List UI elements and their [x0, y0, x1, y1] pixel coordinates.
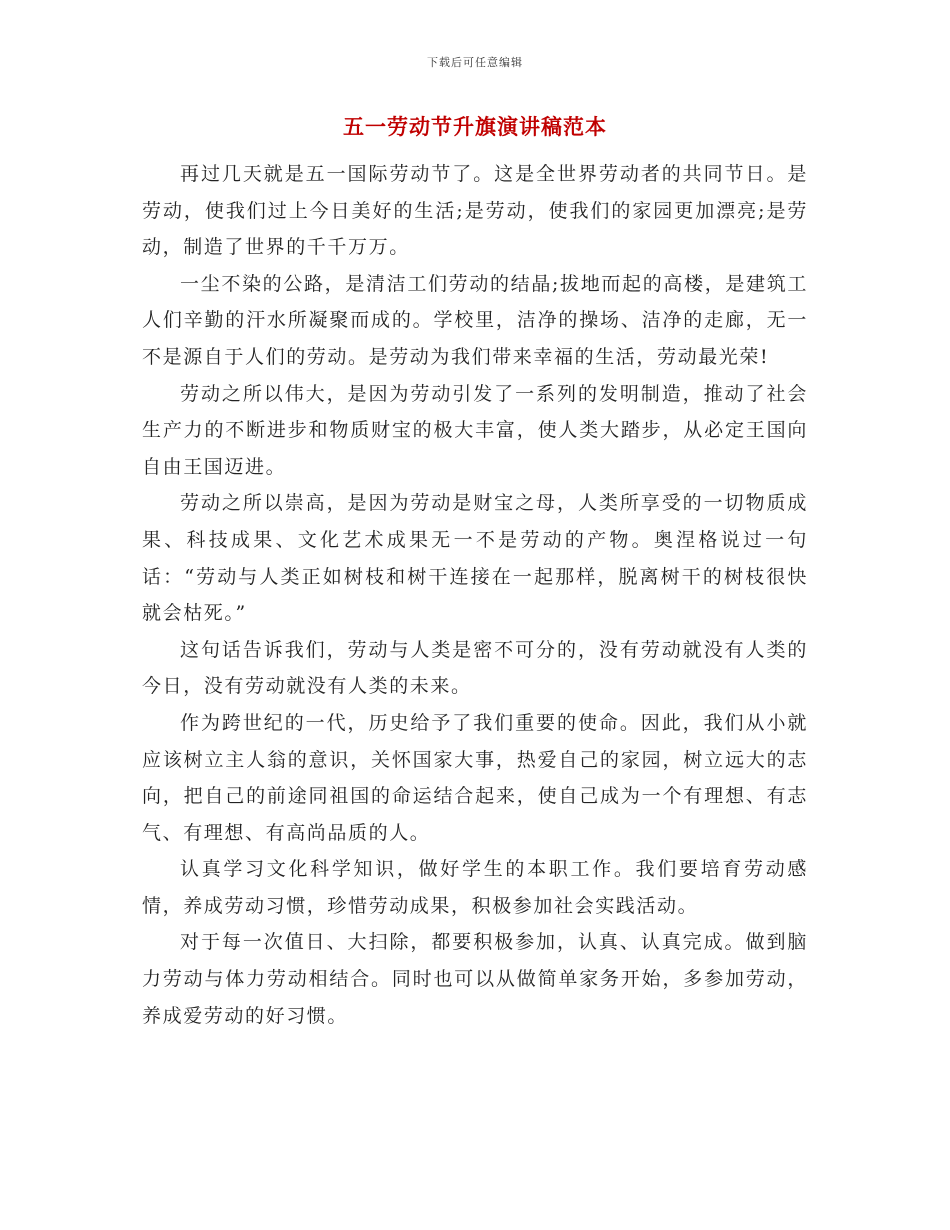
paragraph: 对于每一次值日、大扫除，都要积极参加，认真、认真完成。做到脑力劳动与体力劳动相结合。同时也可以从做简单家务开始，多参加劳动，养成爱劳动的好习惯。 — [142, 931, 808, 1027]
paragraph: 这句话告诉我们，劳动与人类是密不可分的，没有劳动就没有人类的今日，没有劳动就没有人类的未来。 — [142, 638, 808, 698]
paragraph: 认真学习文化科学知识，做好学生的本职工作。我们要培育劳动感情，养成劳动习惯，珍惜劳动成果，积极参加社会实践活动。 — [142, 858, 808, 917]
header-note: 下载后可任意编辑 — [427, 56, 523, 69]
paragraph: 再过几天就是五一国际劳动节了。这是全世界劳动者的共同节日。是劳动，使我们过上今日美好的生活;是劳动，使我们的家园更加漂亮;是劳动，制造了世界的千千万万。 — [142, 163, 808, 259]
paragraph: 劳动之所以伟大，是因为劳动引发了一系列的发明制造，推动了社会生产力的不断进步和物质财宝的极大丰富，使人类大踏步，从必定王国向自由王国迈进。 — [142, 382, 808, 478]
document-body — [142, 156, 808, 1034]
paragraph: 劳动之所以崇高，是因为劳动是财宝之母，人类所享受的一切物质成果、科技成果、文化艺术成果无一不是劳动的产物。奥涅格说过一句话：“劳动与人类正如树枝和树干连接在一起那样，脱离树干的树枝很快就会枯死。” — [142, 492, 808, 625]
paragraph: 一尘不染的公路，是清洁工们劳动的结晶;拔地而起的高楼，是建筑工人们辛勤的汗水所凝聚而成的。学校里，洁净的操场、洁净的走廊，无一不是源自于人们的劳动。是劳动为我们带来幸福的生活，劳动最光荣! — [142, 272, 808, 368]
paragraph: 作为跨世纪的一代，历史给予了我们重要的使命。因此，我们从小就应该树立主人翁的意识，关怀国家大事，热爱自己的家园，树立远大的志向，把自己的前途同祖国的命运结合起来，使自己成为一个有理想、有志气、有理想、有高尚品质的人。 — [142, 711, 808, 844]
document-title: 五一劳动节升旗演讲稿范本 — [343, 115, 607, 139]
